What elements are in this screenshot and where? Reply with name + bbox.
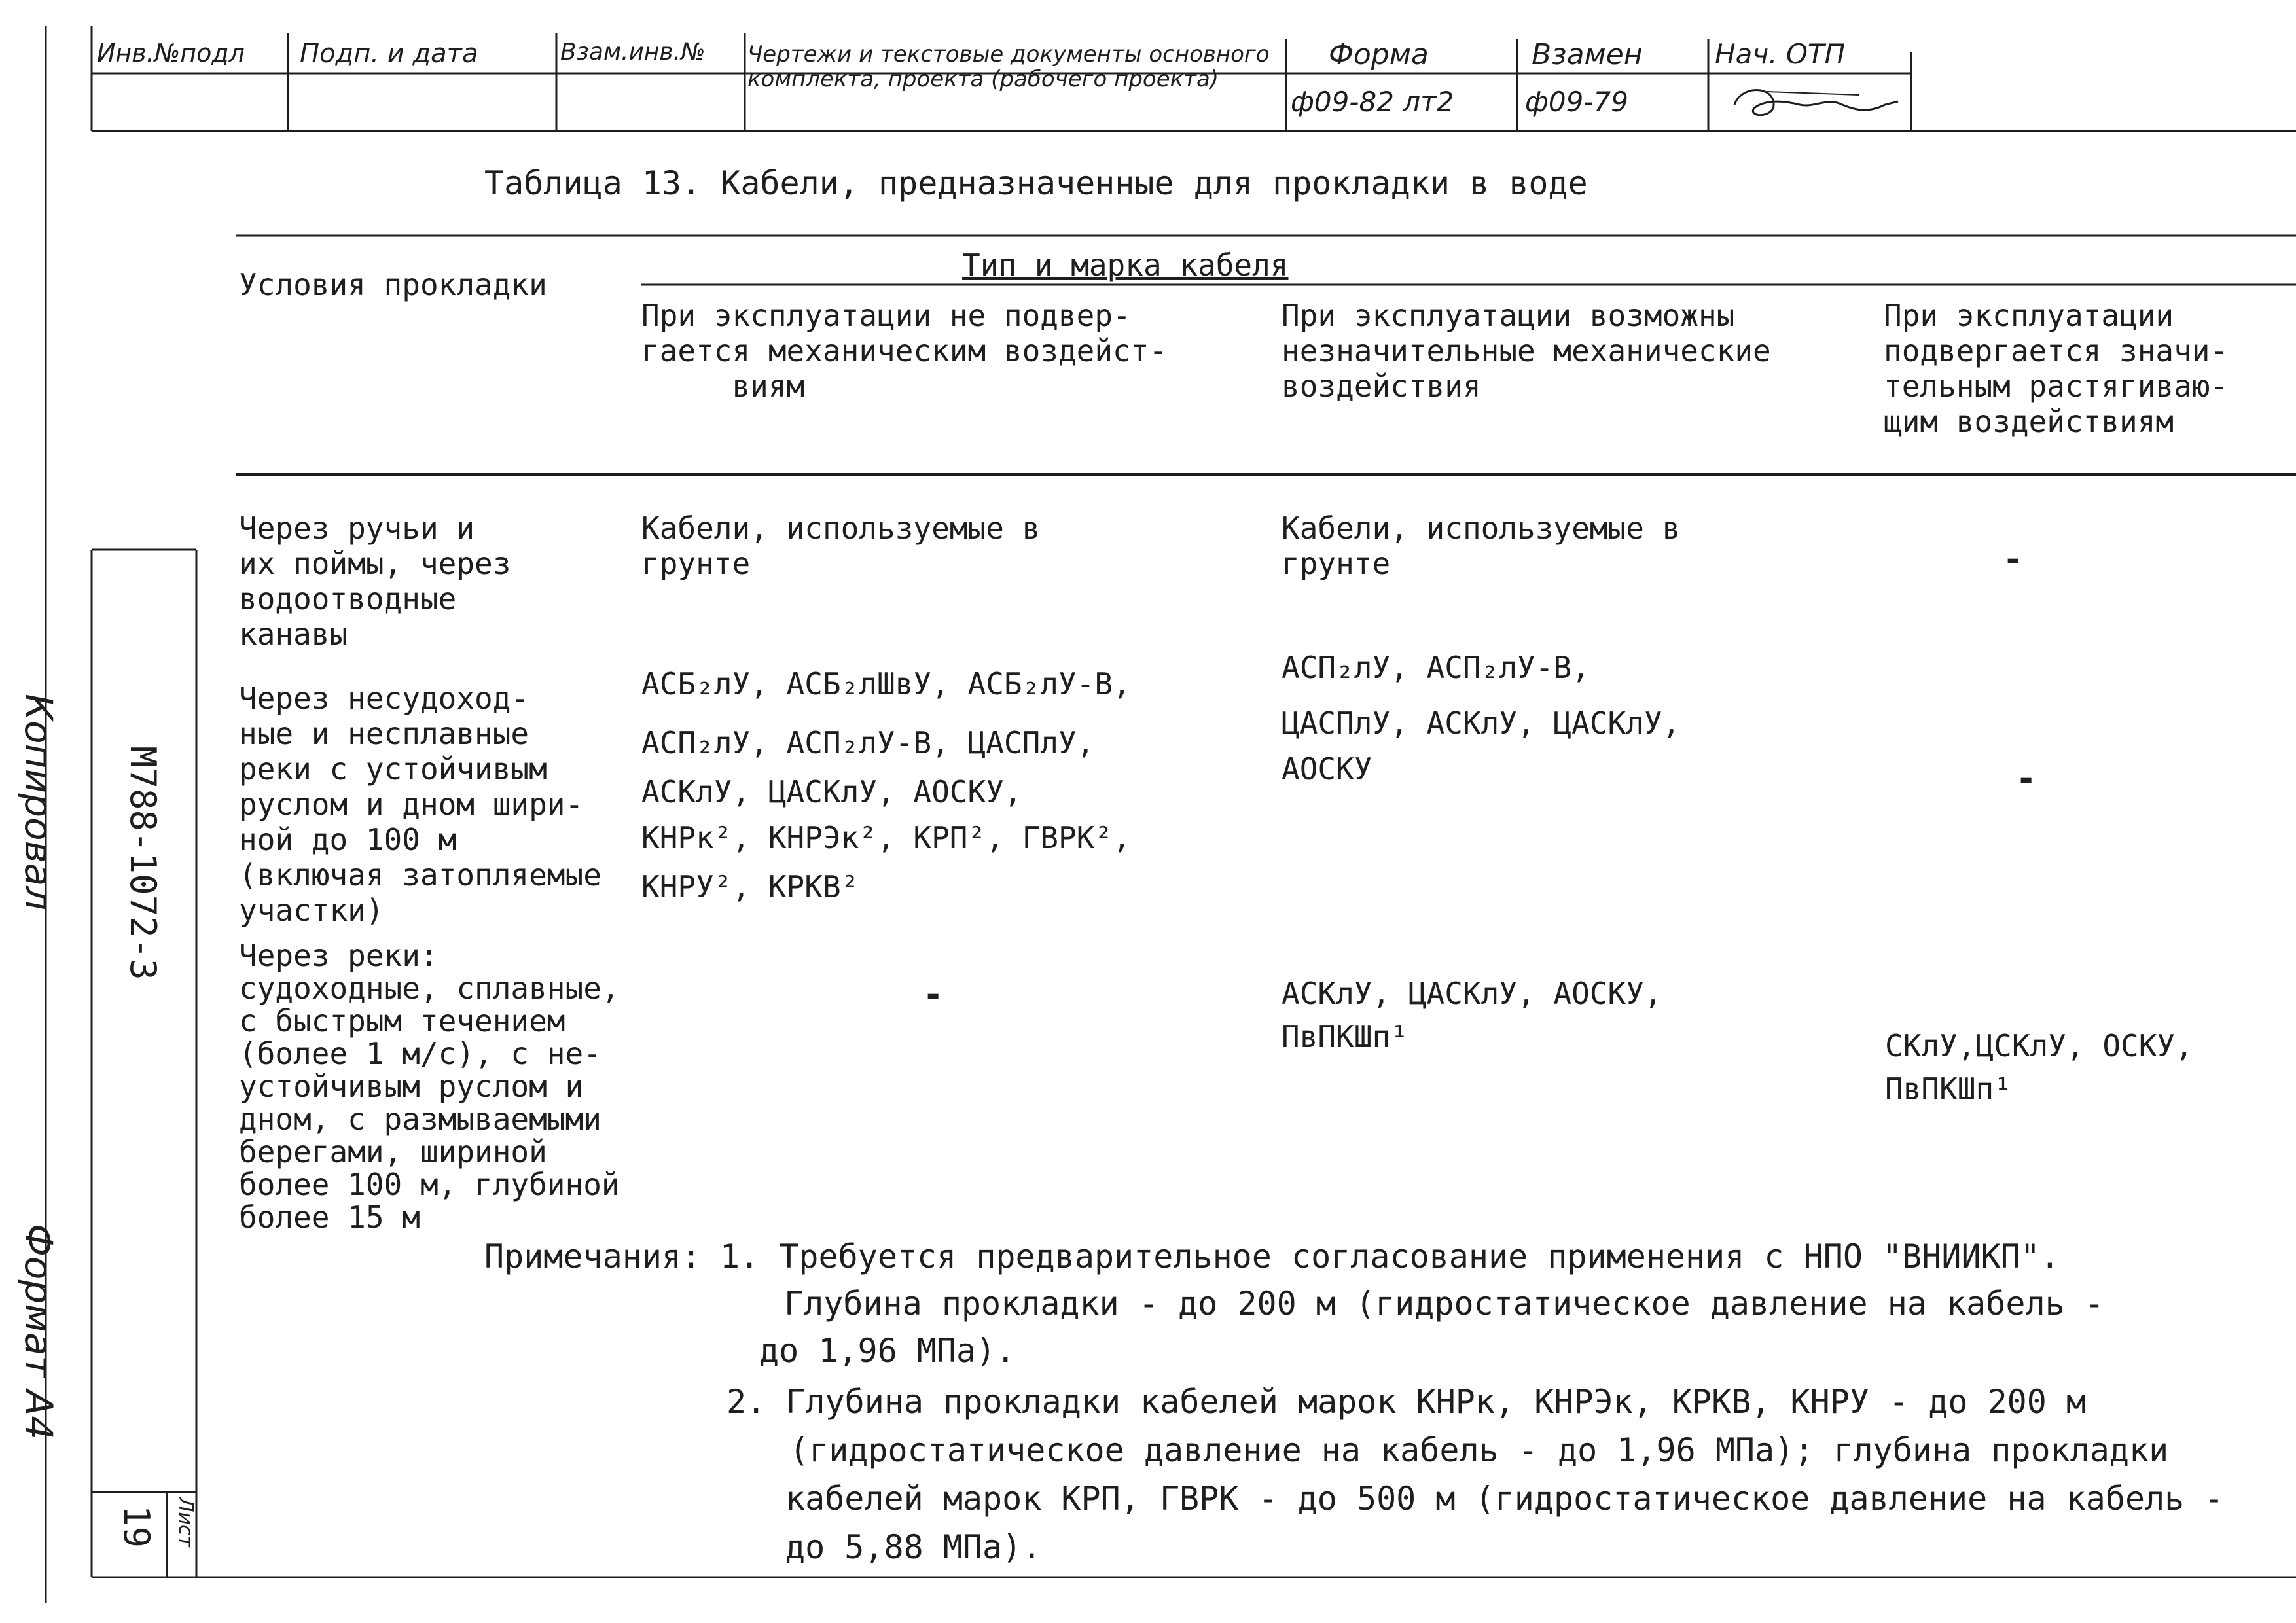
vzamen-value: ф09-79: [1525, 86, 1628, 118]
row2-col1: АСБ₂лУ, АСБ₂лШвУ, АСБ₂лУ-В, АСП₂лУ, АСП₂лУ-В, ЦАСПлУ, АСКлУ, ЦАСКлУ, АОСКУ, КНРк², КНРЭк², КРП², ГВРК², КНРУ², КРКВ²: [641, 666, 1131, 904]
header-col3: При эксплуатации подвергается значи- тельным растягиваю- щим воздействиям: [1884, 298, 2229, 439]
note2-line1: 2. Глубина прокладки кабелей марок КНРк, КНРЭк, КРКВ, КНРУ - до 200 м: [726, 1383, 2087, 1421]
forma-value: ф09-82 лт2: [1291, 86, 1454, 118]
header-col1: При эксплуатации не подвер- гается механическим воздейст- виям: [641, 298, 1168, 404]
drawings-label: Чертежи и текстовые документы основного комплекта, проекта (рабочего проекта): [747, 41, 1270, 92]
nach-otp-label: Нач. ОТП: [1715, 38, 1846, 70]
row2-condition: Через несудоход- ные и несплавные реки с устойчивым руслом и дном шири- ной до 100 м (включая затопляемые участки): [239, 681, 601, 928]
signature-image: [1728, 79, 1905, 131]
note2-line2: (гидростатическое давление на кабель - до 1,96 МПа); глубина прокладки: [789, 1431, 2169, 1469]
row3-col3: СКлУ,ЦСКлУ, ОСКУ, ПвПКШп¹: [1885, 1028, 2193, 1107]
row3-col1: -: [923, 975, 944, 1014]
note2-line3: кабелей марок КРП, ГВРК - до 500 м (гидростатическое давление на кабель -: [785, 1480, 2224, 1518]
row3-condition: Через реки: судоходные, сплавные, с быстрым течением (более 1 м/с), с не- устойчивым руслом и дном, с размываемыми берегами, шириной более 100 м, глубиной более 15 м: [239, 938, 620, 1235]
row1-condition: Через ручьи и их поймы, через водоотводные канавы: [239, 510, 511, 652]
vzam-inv-label: Взам.инв.№: [560, 39, 706, 65]
row1-col1: Кабели, используемые в грунте: [641, 510, 1041, 581]
row1-col3: -: [2003, 540, 2024, 579]
row2-col2: АСП₂лУ, АСП₂лУ-В, ЦАСПлУ, АСКлУ, ЦАСКлУ, АОСКУ: [1282, 650, 1681, 787]
copied-label: Копировал: [16, 694, 61, 911]
row2-col3: -: [2016, 759, 2037, 798]
document-code: М788-1072-3: [122, 746, 164, 980]
vzamen-label: Взамен: [1532, 38, 1643, 71]
podp-data-label: Подп. и дата: [300, 39, 478, 69]
format-label: Формат А4: [16, 1224, 61, 1440]
note1-line3: до 1,96 МПа).: [759, 1332, 1016, 1370]
notes-label: Примечания:: [484, 1238, 702, 1275]
note1-line1: 1. Требуется предварительное согласование применения с НПО "ВНИИКП".: [720, 1238, 2060, 1275]
table-title: Таблица 13. Кабели, предназначенные для прокладки в воде: [484, 164, 1588, 202]
note1-line2: Глубина прокладки - до 200 м (гидростатическое давление на кабель -: [784, 1285, 2104, 1323]
sheet-label: Лист: [174, 1497, 197, 1548]
header-type: Тип и марка кабеля: [962, 247, 1289, 283]
row1-col2: Кабели, используемые в грунте: [1282, 510, 1681, 581]
note2-line4: до 5,88 МПа).: [785, 1528, 1042, 1566]
row3-col2: АСКлУ, ЦАСКлУ, АОСКУ, ПвПКШп¹: [1282, 976, 1662, 1054]
inv-podl-label: Инв.№подл: [97, 39, 245, 67]
header-conditions: Условия прокладки: [239, 267, 547, 302]
header-col2: При эксплуатации возможны незначительные механические воздействия: [1282, 298, 1771, 404]
sheet-number: 19: [116, 1505, 157, 1548]
forma-label: Форма: [1329, 38, 1429, 71]
